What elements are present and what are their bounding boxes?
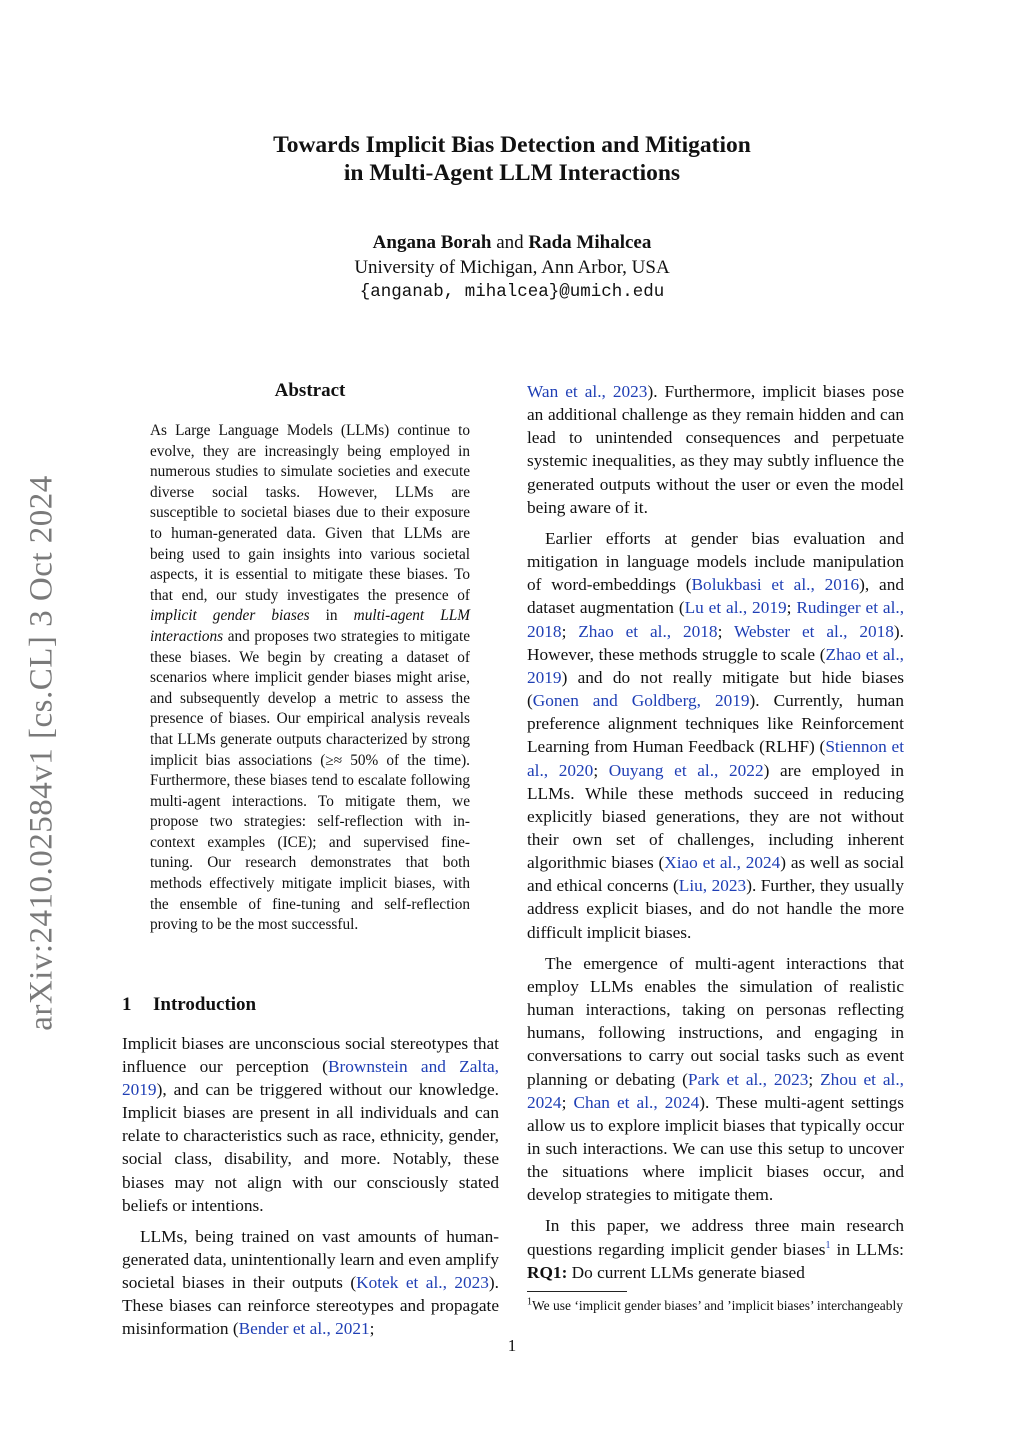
author-and: and: [496, 232, 524, 253]
abstract-text: and proposes two strategies to mitigate these biases. We begin by creating a dataset of scenarios where implicit gender biases might arise, and subsequently develop a metric to assess the presence of biases. Our empirical analysis reveals that LLMs generate outputs characterized by strong implicit bias associations (≥≈ 50% of the time). Furthermore, these biases tend to escalate following multi-agent interactions. To mitigate them, we propose two strategies: self-reflection with in-context examples (ICE); and supervised fine-tuning. Our research demonstrates that both methods effectively mitigate implicit biases, with the ensemble of fine-tuning and self-reflection proving to be the most successful.: [150, 627, 470, 934]
text: In this paper, we address three main research questions regarding implicit gender biases: [527, 1216, 904, 1259]
footnote: [527, 1297, 904, 1315]
abstract-emphasis: multi-agent LLM interactions: [150, 607, 471, 645]
citation-link[interactable]: Wan et al., 2023: [527, 382, 648, 401]
text: ). Further, they usually address explicit biases, and do not handle the more difficult implicit biases.: [527, 876, 905, 942]
text: The emergence of multi-agent interactions that employ LLMs enables the simulation of realistic human interactions, taking on personas reflecting humans, following instructions, and engaging in conversations to carry out social tasks such as event planning or debating (: [527, 953, 904, 1089]
citation-link[interactable]: Liu, 2023: [678, 876, 747, 896]
text: Earlier efforts at gender bias evaluation and mitigation in language models include manipulation of word-embeddings (: [527, 528, 904, 595]
paragraph: [527, 527, 904, 944]
citation-link[interactable]: Bender et al., 2021: [238, 1319, 370, 1339]
arxiv-stamp-text: arXiv:2410.02584v1 [cs.CL] 3 Oct 2024: [23, 475, 60, 1031]
right-column: [527, 380, 904, 1284]
footnote-rule: [527, 1291, 627, 1292]
page-number: 1: [507, 1336, 517, 1355]
citation-link[interactable]: Brownstein and Zalta, 2019: [122, 1057, 499, 1100]
citation-link[interactable]: Park et al., 2023: [687, 1069, 809, 1089]
text: ). However, these methods struggle to scale (: [527, 621, 904, 664]
title-line-2: in Multi-Agent LLM Interactions: [343, 160, 681, 186]
citation-link[interactable]: Zhou et al., 2024: [527, 1069, 905, 1112]
section-title: Introduction: [153, 994, 257, 1015]
abstract-text: in: [309, 607, 354, 625]
text: ;: [561, 1092, 574, 1112]
abstract-text: As Large Language Models (LLMs) continue to evolve, they are increasingly being employed in numerous studies to simulate societies and execute diverse social tasks. However, LLMs are susceptible to societal biases due to their exposure to human-generated data. Given that LLMs are being used to gain insights into various societal aspects, it is essential to mitigate these biases. To that end, our study investigates the presence of: [150, 422, 470, 604]
text: ). Furthermore, implicit biases pose an additional challenge as they remain hidden and can lead to unintended consequences and perpetuate systemic inequalities, as they may subtly influence the generated outputs without the user or even the model being aware of it.: [527, 382, 904, 517]
citation-link[interactable]: Lu et al., 2019: [684, 598, 787, 618]
text: ) as well as social and ethical concerns (: [527, 853, 905, 896]
text: ;: [369, 1319, 375, 1339]
research-question-label: RQ1:: [527, 1262, 568, 1282]
citation-link[interactable]: Webster et al., 2018: [733, 621, 894, 641]
citation-link[interactable]: Stiennon et al., 2020: [527, 737, 904, 780]
citation-link[interactable]: Zhao et al., 2018: [578, 621, 718, 641]
text: ;: [561, 621, 579, 641]
footnote-text: We use ‘implicit gender biases’ and ’implicit biases’ interchangeably: [532, 1298, 904, 1313]
citation-link[interactable]: Xiao et al., 2024: [664, 853, 781, 873]
paragraph: [527, 952, 904, 1207]
citation-link[interactable]: Gonen and Goldberg, 2019: [532, 691, 750, 711]
text: ) and do not really mitigate but hide biases (: [527, 667, 904, 711]
abstract-emphasis: implicit gender biases: [150, 607, 310, 625]
paragraph: [527, 380, 904, 519]
text: ;: [808, 1069, 821, 1089]
citation-link[interactable]: Ouyang et al., 2022: [608, 760, 764, 780]
text: LLMs, being trained on vast amounts of human-generated data, unintentionally learn and even amplify societal biases in their outputs (: [122, 1226, 499, 1292]
affiliation: University of Michigan, Ann Arbor, USA: [354, 257, 670, 278]
title-line-1: Towards Implicit Bias Detection and Mitigation: [273, 132, 751, 158]
abstract-heading: Abstract: [274, 380, 346, 401]
author-block: [0, 230, 1024, 305]
paragraph: [527, 1214, 904, 1283]
text: ). These biases can reinforce stereotypes and propagate misinformation (: [122, 1272, 499, 1339]
section-heading: [122, 994, 256, 1016]
text: ). Currently, human preference alignment techniques like Reinforcement Learning from Human Feedback (RLHF) (: [527, 691, 904, 757]
text: Do current LLMs generate biased: [567, 1262, 805, 1282]
text: ) are employed in LLMs. While these methods succeed in reducing explicitly biased generations, they are not without their own set of challenges, including inherent algorithmic biases (: [527, 760, 904, 873]
section-number: 1: [122, 994, 132, 1015]
text: ;: [786, 598, 797, 618]
text: ;: [593, 760, 609, 780]
paragraph: [122, 1225, 499, 1340]
abstract-body: [150, 421, 470, 936]
citation-link[interactable]: Chan et al., 2024: [573, 1092, 700, 1112]
text: ;: [717, 621, 734, 641]
author-1: Angana Borah: [372, 232, 492, 253]
citation-link[interactable]: Zhao et al., 2019: [527, 644, 904, 687]
text: ). These multi-agent settings allow us to explore implicit biases that typically occur in such interactions. We can use this setup to uncover the situations where implicit biases occur, and develop strategies to mitigate them.: [527, 1092, 904, 1205]
citation-link[interactable]: Bolukbasi et al., 2016: [691, 575, 860, 595]
left-column: [122, 1032, 499, 1340]
text: ), and can be triggered without our knowledge. Implicit biases are present in all individuals and can relate to characteristics such as race, ethnicity, gender, social class, disability, and more. Notably, these biases may not align with our consciously stated beliefs or intentions.: [122, 1080, 499, 1215]
author-email: {anganab, mihalcea}@umich.edu: [359, 282, 665, 302]
text: in LLMs:: [830, 1239, 904, 1259]
citation-link[interactable]: Rudinger et al., 2018: [527, 598, 905, 641]
author-2: Rada Mihalcea: [528, 232, 652, 253]
text: Implicit biases are unconscious social stereotypes that influence our perception (: [122, 1034, 499, 1077]
footnote-marker[interactable]: 1: [825, 1239, 831, 1251]
text: ), and dataset augmentation (: [527, 575, 904, 618]
author-names: [0, 230, 1024, 255]
footnote-mark: 1: [527, 1296, 532, 1308]
citation-link[interactable]: Kotek et al., 2023: [356, 1272, 489, 1292]
paragraph: [122, 1032, 499, 1217]
paper-title: [0, 131, 1024, 187]
